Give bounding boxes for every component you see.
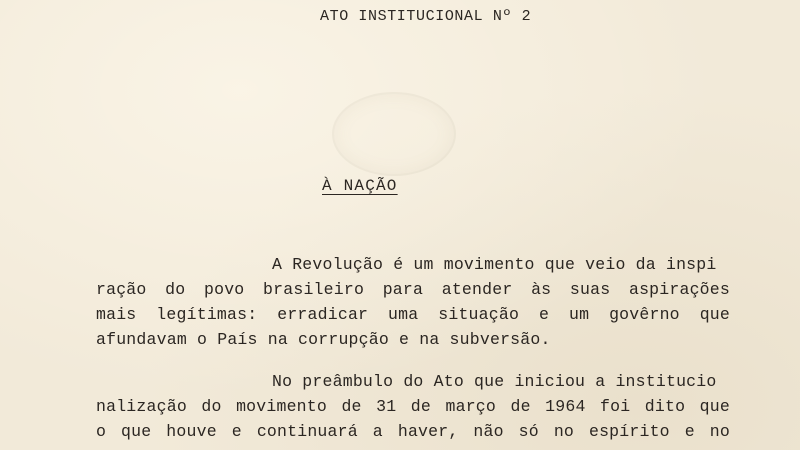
paragraph-1-line-4: afundavam o País na corrupção e na subversão. bbox=[96, 330, 551, 349]
document-header: ATO INSTITUCIONAL Nº 2 bbox=[320, 8, 532, 25]
paragraph-2-line-1: No preâmbulo do Ato que iniciou a institucio bbox=[272, 372, 717, 391]
section-heading: À NAÇÃO bbox=[322, 177, 398, 195]
paragraph-2-line-3: o que houve e continuará a haver, não só no espírito e no bbox=[96, 422, 730, 441]
paragraph-1-line-2: ração do povo brasileiro para atender às suas aspirações bbox=[96, 280, 730, 299]
paragraph-2-line-2: nalização do movimento de 31 de março de 1964 foi dito que bbox=[96, 397, 730, 416]
paragraph-1-line-3: mais legítimas: erradicar uma situação e um govêrno que bbox=[96, 305, 730, 324]
paragraph-1-line-1: A Revolução é um movimento que veio da inspi bbox=[272, 255, 717, 274]
faded-seal-watermark bbox=[332, 92, 456, 176]
